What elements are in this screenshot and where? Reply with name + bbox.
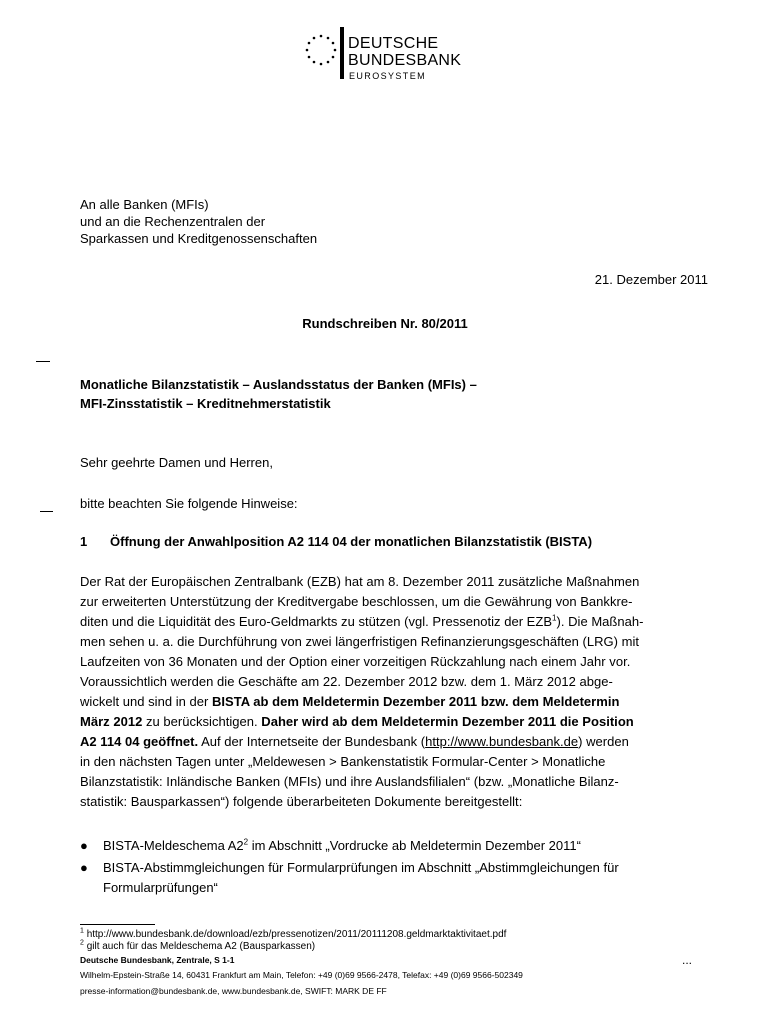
section-heading <box>80 534 592 549</box>
footer-contact: presse-information@bundesbank.de, www.bundesbank.de, SWIFT: MARK DE FF <box>80 986 387 996</box>
list-item <box>80 858 700 898</box>
subject <box>80 375 477 413</box>
recipient-line: Sparkassen und Kreditgenossenschaften <box>80 231 318 246</box>
body-text: diten und die Liquidität des Euro-Geldmarkts zu stützen (vgl. Pressenotiz der EZB <box>80 614 553 629</box>
intro-text: bitte beachten Sie folgende Hinweise: <box>80 496 298 511</box>
subject-line: Monatliche Bilanzstatistik – Auslandsstatus der Banken (MFIs) – <box>80 377 477 392</box>
body-text: ). Die Maßnah- <box>556 614 644 629</box>
body-line: zur erweiterten Unterstützung der Kreditvergabe beschlossen, um die Gewährung von Bankkre- <box>80 594 633 609</box>
footnote-number: 2 <box>80 939 84 947</box>
logo-line-eurosystem: EUROSYSTEM <box>349 71 427 81</box>
body-bold-text: März 2012 <box>80 714 143 729</box>
fold-mark <box>36 361 50 362</box>
body-paragraph <box>80 572 694 812</box>
circular-title: Rundschreiben Nr. 80/2011 <box>302 316 468 331</box>
bullet-icon: ● <box>80 838 88 853</box>
bundesbank-link[interactable]: http://www.bundesbank.de <box>425 734 579 749</box>
body-line: Der Rat der Europäischen Zentralbank (EZB) hat am 8. Dezember 2011 zusätzliche Maßnahmen <box>80 574 640 589</box>
continuation-mark: ... <box>682 953 693 967</box>
logo-line-bundesbank: BUNDESBANK <box>348 52 462 69</box>
body-line: in den nächsten Tagen unter „Meldewesen > Bankenstatistik Formular-Center > Monatliche <box>80 754 606 769</box>
bullet-icon: ● <box>80 860 88 875</box>
footnote-1 <box>80 929 506 941</box>
body-bold-text: A2 114 04 geöffnet. <box>80 734 199 749</box>
list-item-text: Formularprüfungen“ <box>103 880 218 895</box>
footnote-ref-1: 1 <box>552 613 557 623</box>
recipient-address <box>80 196 317 247</box>
footnote-text: http://www.bundesbank.de/download/ezb/pressenotizen/2011/20111208.geldmarktaktivitaet.pdf <box>86 929 507 940</box>
list-item-text: BISTA-Abstimmgleichungen für Formularprüfungen im Abschnitt „Abstimmgleichungen für <box>103 860 619 875</box>
body-text: ) werden <box>578 734 629 749</box>
punch-mark <box>40 511 53 512</box>
footnote-number: 1 <box>80 927 84 935</box>
letter-date: 21. Dezember 2011 <box>594 272 708 287</box>
body-line <box>80 612 694 632</box>
list-item <box>80 836 700 856</box>
body-text: wickelt und sind in der <box>80 694 212 709</box>
section-number: 1 <box>80 534 88 549</box>
logo-line-deutsche: DEUTSCHE <box>348 35 439 52</box>
eu-stars-icon <box>304 33 338 67</box>
section-title: Öffnung der Anwahlposition A2 114 04 der monatlichen Bilanzstatistik (BISTA) <box>110 534 593 549</box>
footnote-ref-2: 2 <box>243 837 249 847</box>
list-item-text: BISTA-Meldeschema A2 <box>103 838 244 853</box>
subject-line: MFI-Zinsstatistik – Kreditnehmerstatistik <box>80 396 331 411</box>
salutation: Sehr geehrte Damen und Herren, <box>80 455 273 470</box>
footnote-separator <box>80 924 155 925</box>
list-item-text: im Abschnitt „Vordrucke ab Meldetermin Dezember 2011“ <box>248 838 581 853</box>
body-line <box>80 732 694 752</box>
body-text: Auf der Internetseite der Bundesbank ( <box>198 734 426 749</box>
body-line: Bilanzstatistik: Inländische Banken (MFIs) und ihre Auslandsfilialen“ (bzw. „Monatliche Bilanz- <box>80 774 619 789</box>
body-line: statistik: Bausparkassen“) folgende überarbeiteten Dokumente bereitgestellt: <box>80 794 523 809</box>
logo-bar <box>340 27 344 79</box>
footnote-2 <box>80 941 315 953</box>
footer-org: Deutsche Bundesbank, Zentrale, S 1-1 <box>80 955 235 965</box>
footer-address: Wilhelm-Epstein-Straße 14, 60431 Frankfurt am Main, Telefon: +49 (0)69 9566-2478, Telefax: +49 (0)69 9566-502349 <box>80 970 523 980</box>
bundesbank-logo <box>304 27 474 87</box>
body-line <box>80 692 694 712</box>
bullet-list <box>80 836 700 898</box>
body-line: Voraussichtlich werden die Geschäfte am 22. Dezember 2012 bzw. dem 1. März 2012 abge- <box>80 674 613 689</box>
body-bold-text: BISTA ab dem Meldetermin Dezember 2011 bzw. dem Meldetermin <box>212 694 620 709</box>
recipient-line: und an die Rechenzentralen der <box>80 214 266 229</box>
footnote-text: gilt auch für das Meldeschema A2 (Bausparkassen) <box>86 941 316 952</box>
body-line: men sehen u. a. die Durchführung von zwei längerfristigen Refinanzierungsgeschäften (LRG) mit <box>80 634 639 649</box>
body-text: zu berücksichtigen. <box>142 714 262 729</box>
recipient-line: An alle Banken (MFIs) <box>80 197 209 212</box>
body-line <box>80 712 694 732</box>
body-bold-text: Daher wird ab dem Meldetermin Dezember 2011 die Position <box>261 714 634 729</box>
body-line: Laufzeiten von 36 Monaten und der Option einer vorzeitigen Rückzahlung nach einem Jahr vor. <box>80 654 631 669</box>
